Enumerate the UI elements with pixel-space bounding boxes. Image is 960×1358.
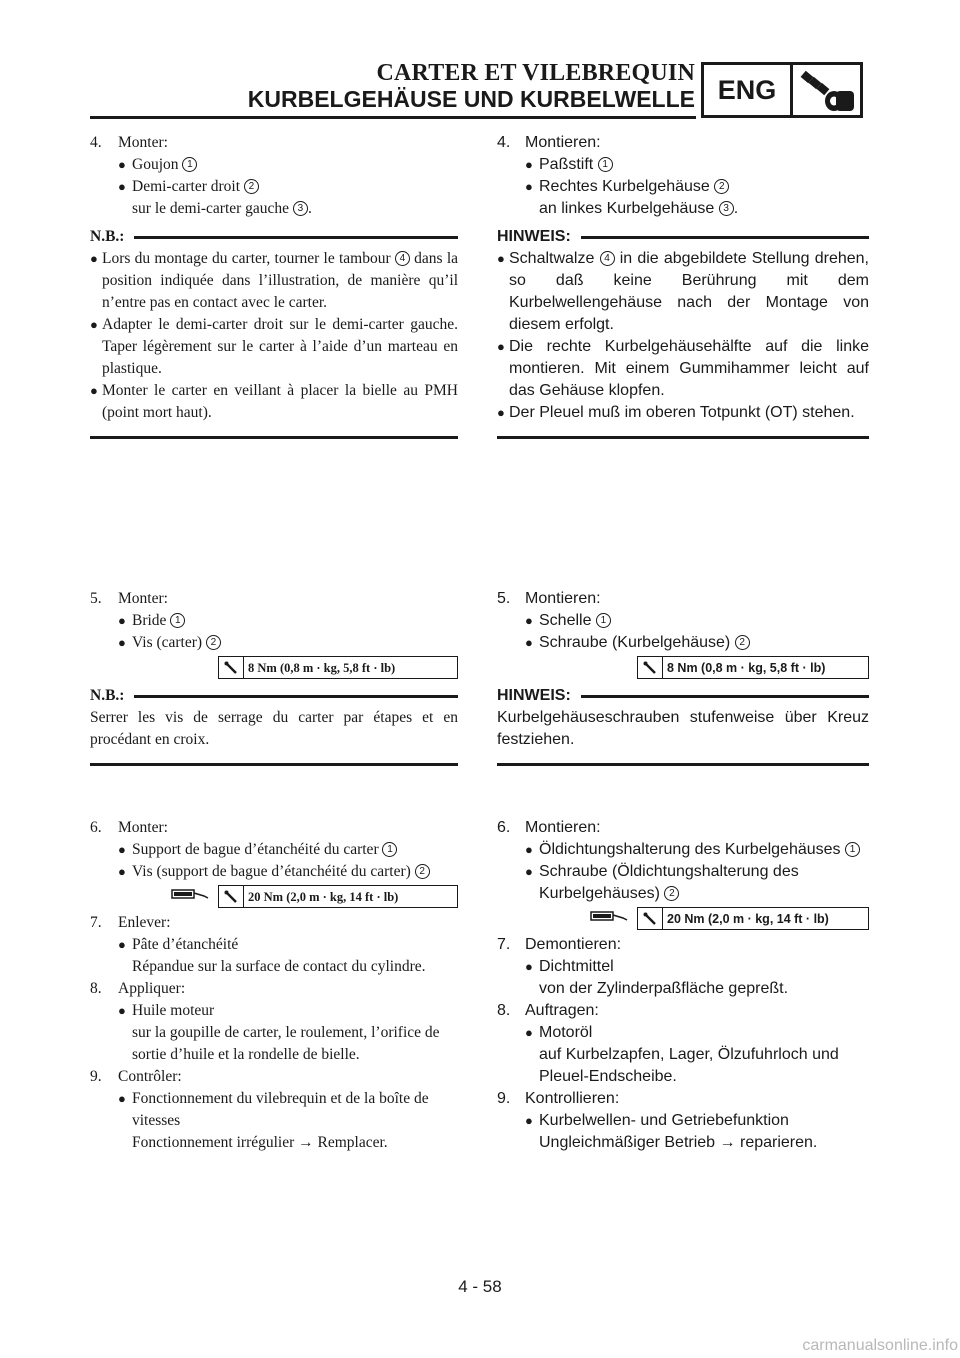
page-number: 4 - 58 [458, 1277, 502, 1296]
list-item: ● Demi-carter droit 2 [118, 176, 458, 198]
crankshaft-engine-icon [796, 67, 860, 120]
oil-can-icon [589, 908, 629, 930]
fr-step-7: 7. Enlever: ● Pâte d’étanchéité Répandue sur la surface de contact du cylindre. [90, 912, 458, 978]
fr-step-6: 6. Monter: ● Support de bague d’étanchéité du carter 1 ● Vis (support de bague d’étanchéité du carter) 2 [90, 817, 458, 883]
note-item: ● Adapter le demi-carter droit sur le demi-carter gauche. Taper légèrement sur le carter à l’aide d’un marteau en plastique. [90, 316, 458, 377]
list-item: ● Kurbelwellen- und Getriebefunktion [525, 1112, 789, 1129]
fr-step-8: 8. Appliquer: ● Huile moteur sur la goupille de carter, le roulement, l’orifice de sortie d’huile et la rondelle de bielle. [90, 978, 458, 1066]
watermark: carmanualsonline.info [802, 1337, 958, 1354]
list-item: ● Paßstift 1 [525, 154, 869, 176]
wrench-icon [219, 657, 244, 678]
list-item: ● Öldichtungshalterung des Kurbelgehäuses 1 [525, 839, 869, 861]
section-badge-divider [790, 65, 793, 115]
note-item: ● Lors du montage du carter, tourner le tambour 4 dans la position indiquée dans l’illustration, de manière qu’il n’entre pas en contact avec le carter. [90, 250, 459, 311]
de-note-1: HINWEIS: ● Schaltwalze 4 in die abgebildete Stellung drehen, so daß keine Berührung mit dem Kurbelwellengehäuse nach der Montage von diesem erfolgt. ● Die rechte Kurbelgehäusehälfte auf die linke montieren. Mit einem Gummihammer leicht auf das Gehäuse klopfen. ● Der Pleuel muß im oberen Totpunkt (OT) stehen. [497, 226, 869, 439]
torque-spec: 8 Nm (0,8 m · kg, 5,8 ft · lb) [90, 656, 458, 679]
section-tag: ENG [717, 75, 777, 105]
wrench-icon [219, 886, 244, 907]
list-item: ● Dichtmittel [525, 958, 614, 975]
fr-step-9: 9. Contrôler: ● Fonctionnement du vilebrequin et de la boîte de vitesses Fonctionnement irrégulier → Remplacer. [90, 1066, 458, 1154]
list-item: ● Vis (carter) 2 [118, 632, 458, 654]
list-item: ● Huile moteur [118, 1002, 215, 1019]
list-item: ● Schraube (Öldichtungshalterung des Kurbelgehäuses) 2 [525, 863, 799, 902]
list-item: ● Rechtes Kurbelgehäuse 2 [525, 176, 869, 198]
wrench-icon [638, 657, 663, 678]
torque-spec: 20 Nm (2,0 m · kg, 14 ft · lb) [90, 885, 458, 908]
header-title-de: KURBELGEHÄUSE UND KURBELWELLE [247, 86, 695, 112]
list-item: ● Fonctionnement du vilebrequin et de la boîte de vitesses [118, 1090, 429, 1129]
de-step-7: 7. Demontieren: ● Dichtmittel von der Zylinderpaßfläche gepreßt. [497, 934, 869, 1000]
note-item: ● Die rechte Kurbelgehäusehälfte auf die linke montieren. Mit einem Gummihammer leicht auf das Gehäuse klopfen. [497, 338, 869, 399]
de-step-4: 4. Montieren: ● Paßstift 1 ● Rechtes Kurbelgehäuse 2 an linkes Kurbelgehäuse 3 . [497, 132, 869, 220]
de-step-5: 5. Montieren: ● Schelle 1 ● Schraube (Kurbelgehäuse) 2 [497, 588, 869, 654]
list-item: ● Motoröl [525, 1024, 593, 1041]
header-rule [90, 116, 696, 119]
list-item: ● Support de bague d’étanchéité du carter 1 [118, 839, 458, 861]
header-title-fr: CARTER ET VILEBREQUIN [376, 60, 695, 86]
list-item: ● Goujon 1 [118, 154, 458, 176]
list-item: ● Schelle 1 [525, 610, 869, 632]
list-item: ● Bride 1 [118, 610, 458, 632]
fr-note-2: N.B.: Serrer les vis de serrage du carter par étapes et en procédant en croix. [90, 685, 458, 766]
oil-can-icon [170, 886, 210, 908]
fr-step-4: 4. Monter: ● Goujon 1 ● Demi-carter droit 2 sur le demi-carter gauche 3 . [90, 132, 458, 220]
note-item: ● Der Pleuel muß im oberen Totpunkt (OT) stehen. [497, 404, 855, 421]
section-badge [701, 62, 863, 118]
torque-spec: 20 Nm (2,0 m · kg, 14 ft · lb) [497, 907, 869, 930]
wrench-icon [638, 908, 663, 929]
list-item: ● Pâte d’étanchéité [118, 936, 239, 953]
note-item: ● Schaltwalze 4 in die abgebildete Stellung drehen, so daß keine Berührung mit dem Kurbelwellengehäuse nach der Montage von diesem erfolgt. [497, 250, 869, 333]
de-step-8: 8. Auftragen: ● Motoröl auf Kurbelzapfen, Lager, Ölzufuhrloch und Pleuel-Endscheibe. [497, 1000, 869, 1088]
torque-spec: 8 Nm (0,8 m · kg, 5,8 ft · lb) [497, 656, 869, 679]
fr-note-1: N.B.: ● Lors du montage du carter, tourner le tambour 4 dans la position indiquée dans l’illustration, de manière qu’il n’entre pas en contact avec le carter. ● Adapter le demi-carter droit sur le demi-carter gauche. Taper légèrement sur le carter à l’aide d’un marteau en plastique. ● Monter le carter en veillant à placer la bielle au PMH (point mort haut). [90, 226, 458, 439]
fr-step-5: 5. Monter: ● Bride 1 ● Vis (carter) 2 [90, 588, 458, 654]
note-item: ● Monter le carter en veillant à placer la bielle au PMH (point mort haut). [90, 382, 458, 421]
de-step-6: 6. Montieren: ● Öldichtungshalterung des Kurbelgehäuses 1 ● Schraube (Öldichtungshalterung des Kurbelgehäuses) 2 [497, 817, 869, 905]
list-item: ● Vis (support de bague d’étanchéité du carter) 2 [118, 861, 458, 883]
de-note-2: HINWEIS: Kurbelgehäuseschrauben stufenweise über Kreuz festziehen. [497, 685, 869, 766]
list-item: ● Schraube (Kurbelgehäuse) 2 [525, 632, 869, 654]
de-step-9: 9. Kontrollieren: ● Kurbelwellen- und Getriebefunktion Ungleichmäßiger Betrieb → reparieren. [497, 1088, 869, 1154]
